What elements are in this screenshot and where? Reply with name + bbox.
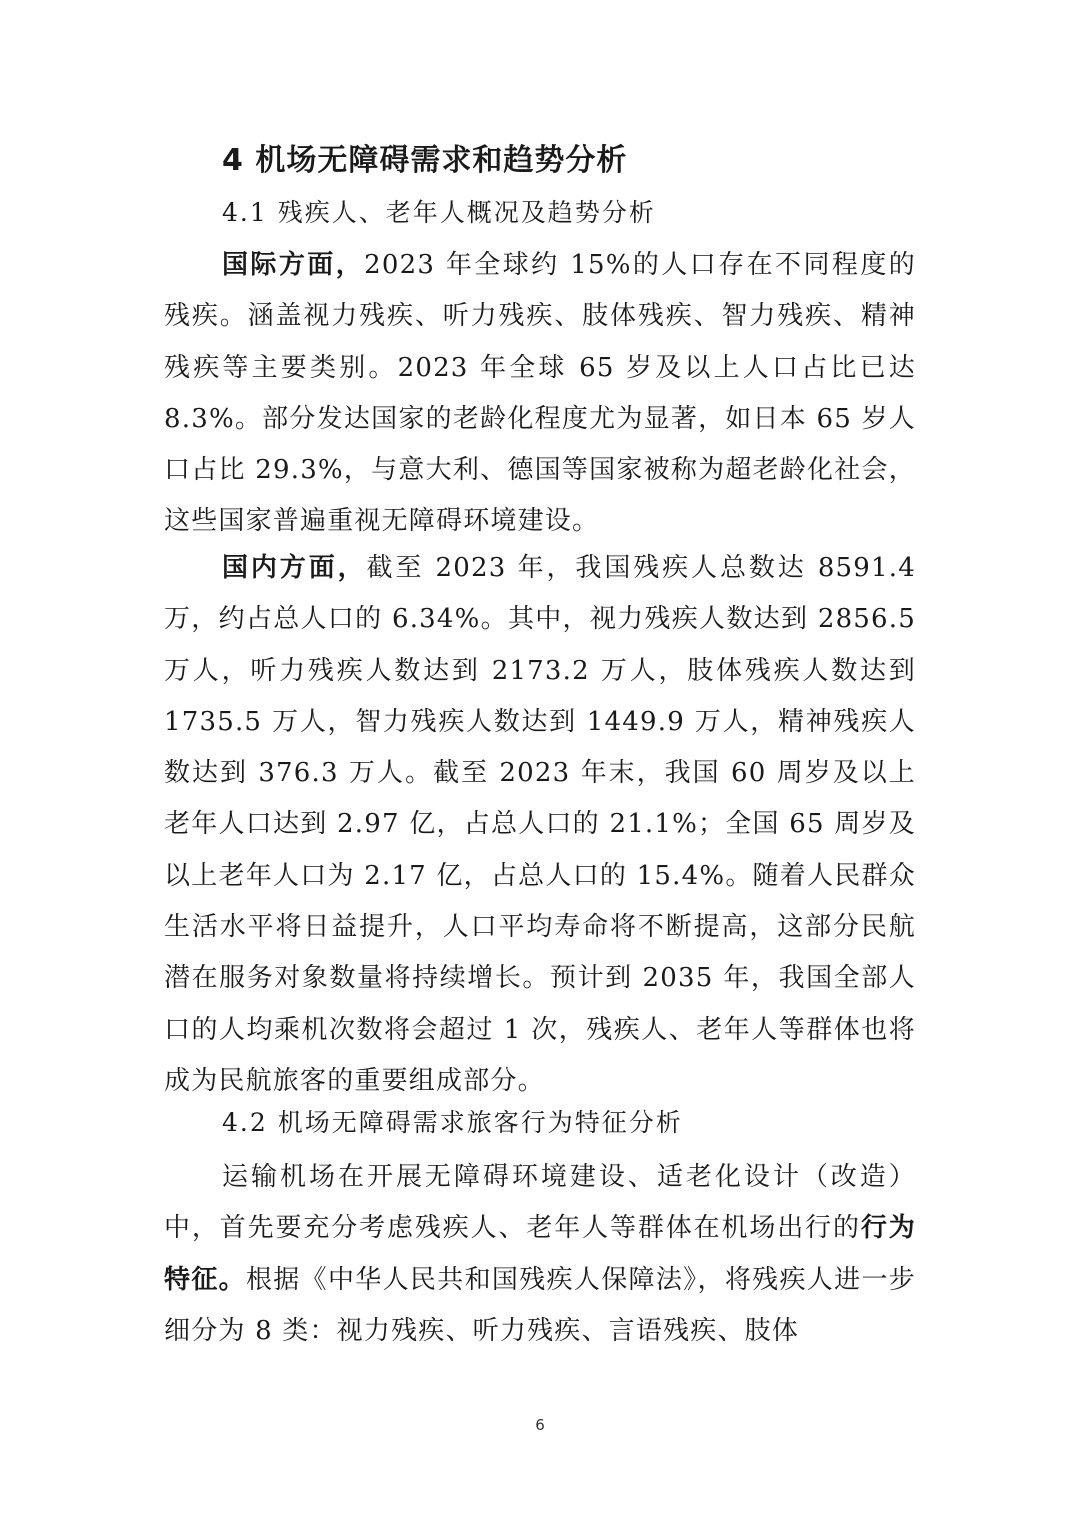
page-number: 6 [535,1416,545,1434]
paragraph-behavior [164,1152,916,1357]
chapter-heading: 4 机场无障碍需求和趋势分析 [222,143,628,178]
paragraph-body-international: 2023 年全球约 15%的人口存在不同程度的残疾。涵盖视力残疾、听力残疾、肢体残疾、智力残疾、精神残疾等主要类别。2023 年全球 65 岁及以上人口占比已达 8.3%。部分发达国家的老龄化程度尤为显著，如日本 65 岁人口占比 29.3%，与意大利、德国等国家被称为超老龄化社会，这些国家普遍重视无障碍环境建设。 [164,250,916,537]
section-4-1-heading: 4.1 残疾人、老年人概况及趋势分析 [222,198,656,227]
paragraph-body-behavior-a: 运输机场在开展无障碍环境建设、适老化设计（改造）中，首先要充分考虑残疾人、老年人等群体在机场出行的 [164,1162,916,1244]
paragraph-domestic [164,543,916,1107]
paragraph-lead-international: 国际方面， [222,250,365,280]
paragraph-body-domestic: 截至 2023 年，我国残疾人总数达 8591.4 万，约占总人口的 6.34%。其中，视力残疾人数达到 2856.5 万人，听力残疾人数达到 2173.2 万人，肢体残疾人数达到 1735.5 万人，智力残疾人数达到 1449.9 万人，精神残疾人数达到 376.3 万人。截至 2023 年末，我国 60 周岁及以上老年人口达到 2.97 亿，占总人口的 21.1%；全国 65 周岁及以上老年人口为 2.17 亿，占总人口的 15.4%。随着人民群众生活水平将日益提升，人口平均寿命将不断提高，这部分民航潜在服务对象数量将持续增长。预计到 2035 年，我国全部人口的人均乘机次数将会超过 1 次，残疾人、老年人等群体也将成为民航旅客的重要组成部分。 [164,553,916,1096]
section-4-2-heading: 4.2 机场无障碍需求旅客行为特征分析 [222,1108,683,1137]
paragraph-lead-domestic: 国内方面， [222,553,367,583]
paragraph-body-behavior-b: 根据《中华人民共和国残疾人保障法》，将残疾人进一步细分为 8 类：视力残疾、听力残疾、言语残疾、肢体 [164,1264,916,1346]
paragraph-emphasis-behavior: 行为特征。 [164,1213,916,1295]
paragraph-international [164,240,916,548]
